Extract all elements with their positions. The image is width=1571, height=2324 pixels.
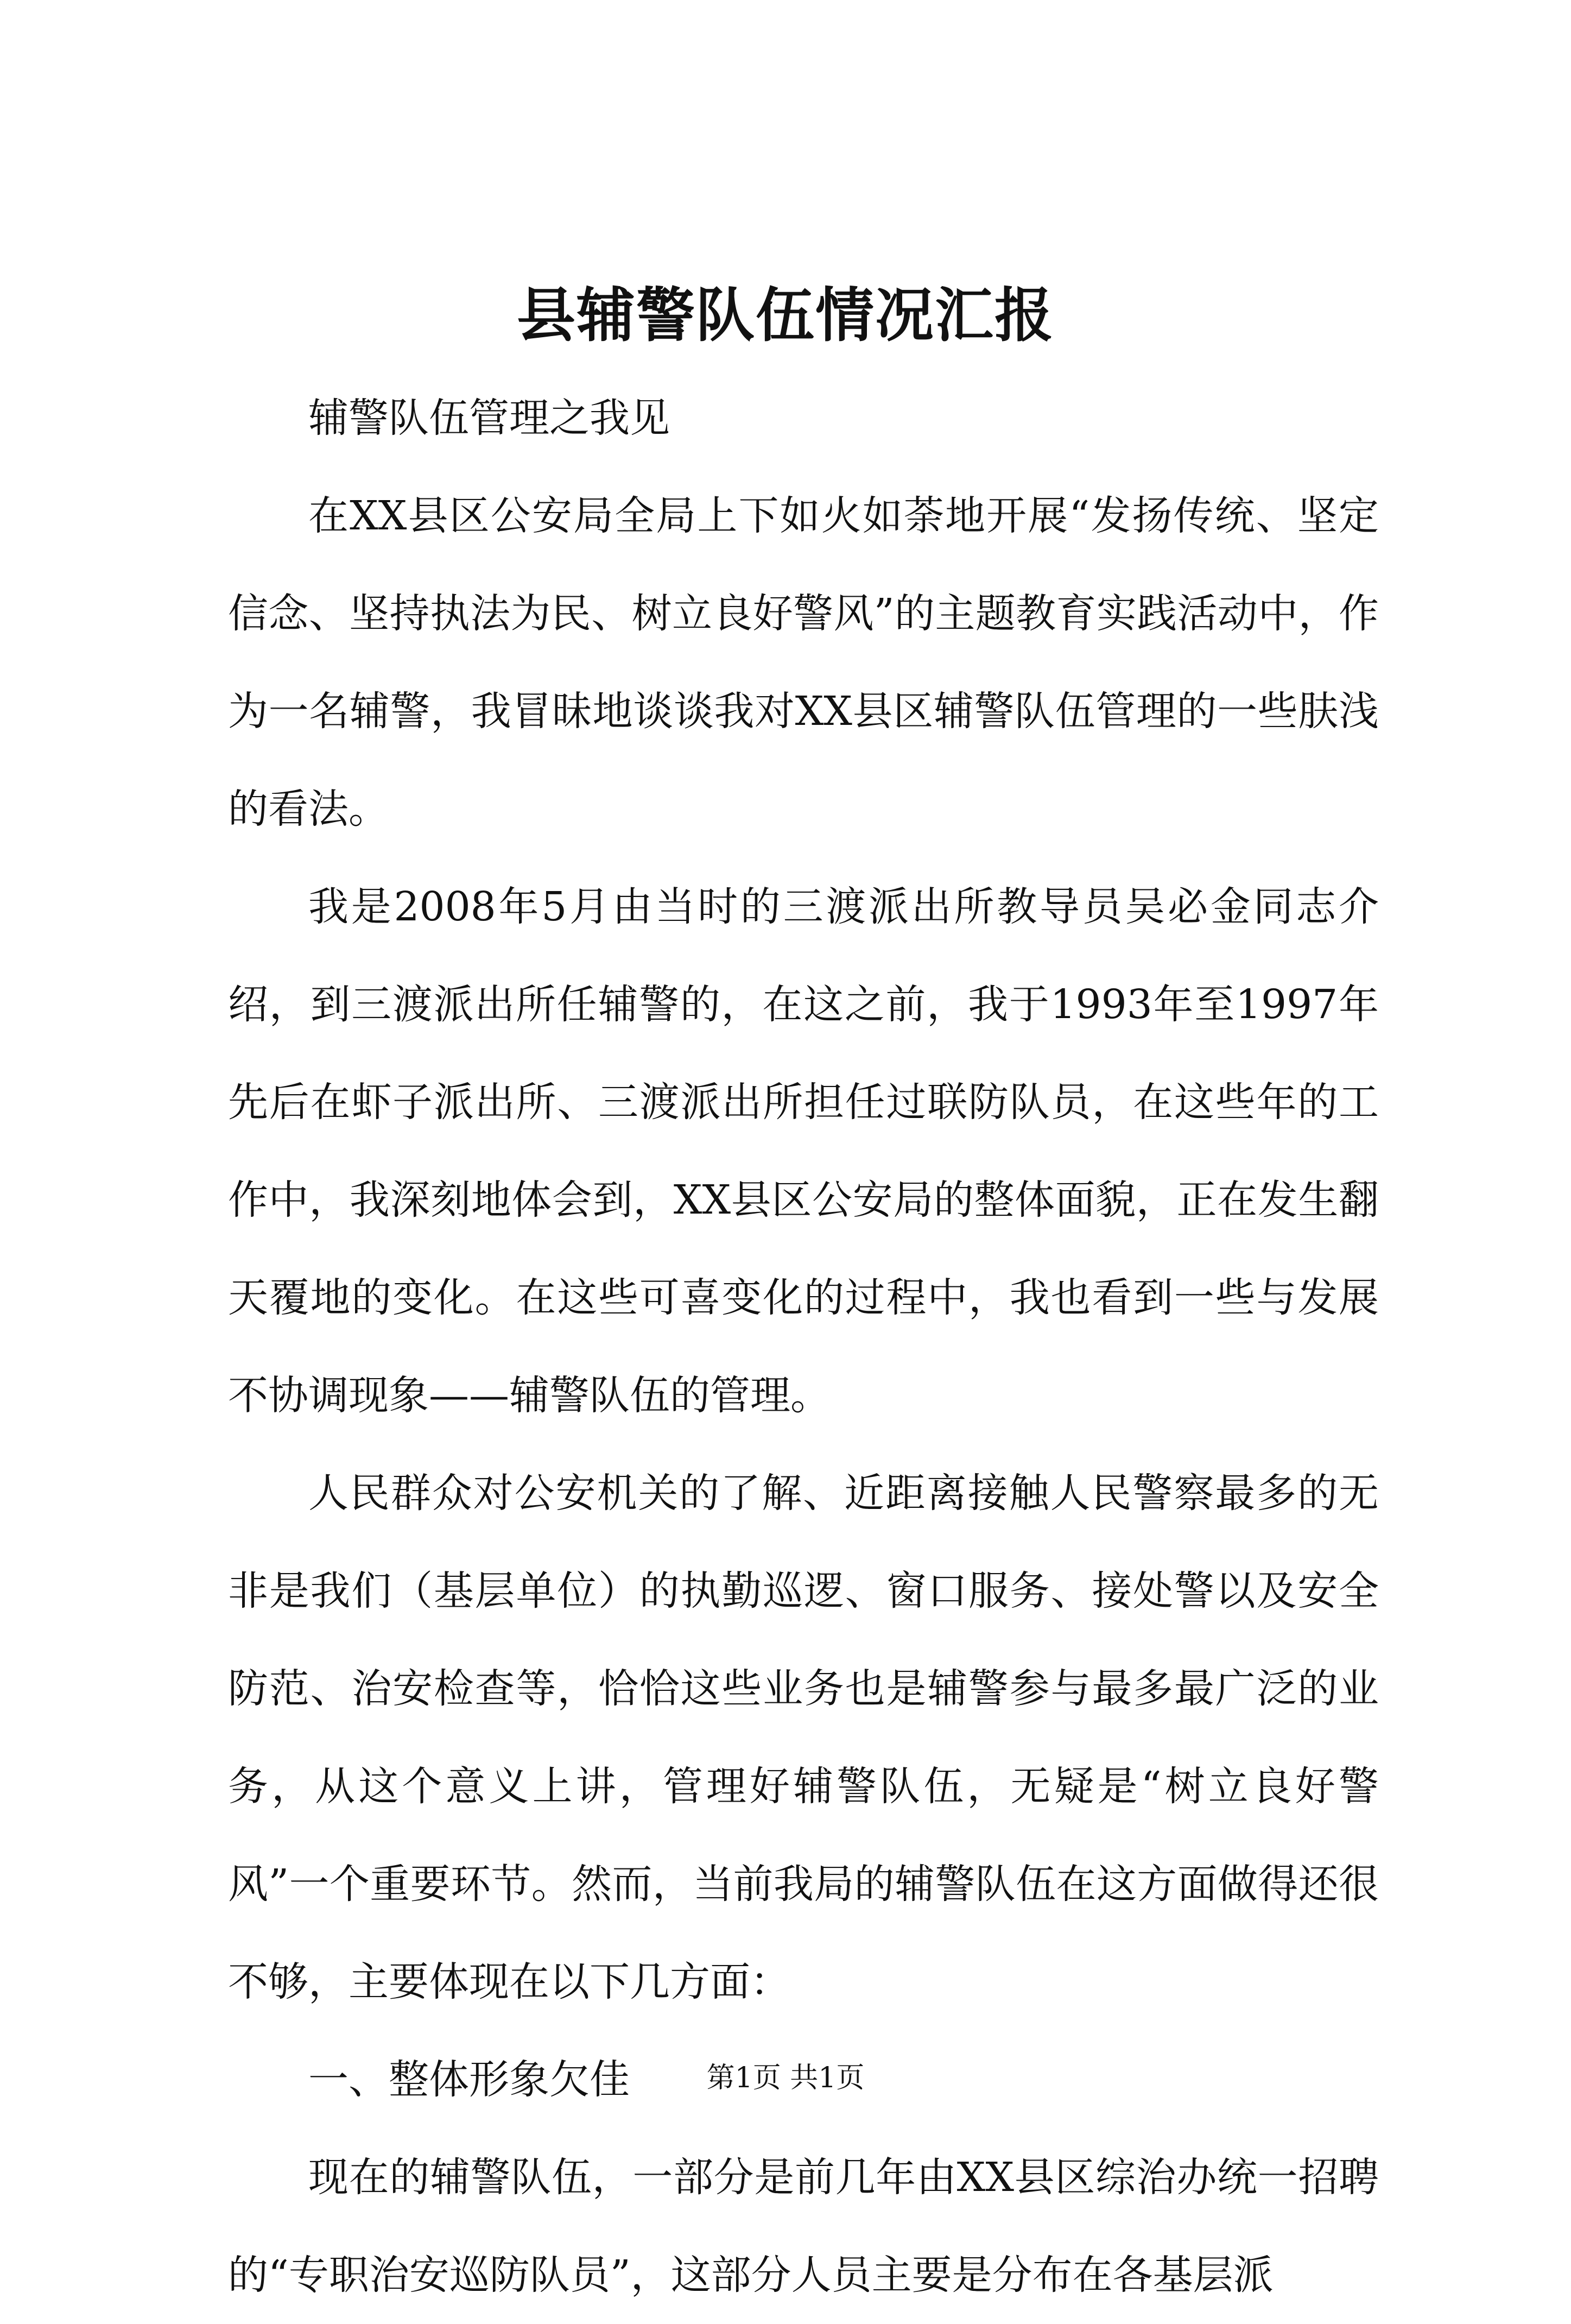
paragraph: 在XX县区公安局全局上下如火如荼地开展“发扬传统、坚定信念、坚持执法为民、树立良好警风”的主题教育实践活动中，作为一名辅警，我冒昧地谈谈我对XX县区辅警队伍管理的一些肤浅的看法。 bbox=[228, 492, 1379, 832]
paragraph: 辅警队伍管理之我见 bbox=[308, 395, 670, 441]
document-body bbox=[228, 369, 1379, 2324]
paragraph: 一、整体形象欠佳 bbox=[308, 2056, 630, 2103]
document-title: 县辅警队伍情况汇报 bbox=[516, 282, 1054, 350]
paragraph: 现在的辅警队伍，一部分是前几年由XX县区综治办统一招聘的“专职治安巡防队员”，这部分人员主要是分布在各基层派 bbox=[228, 2154, 1379, 2298]
paragraph: 我是2008年5月由当时的三渡派出所教导员吴必金同志介绍，到三渡派出所任辅警的，在这之前，我于1993年至1997年先后在虾子派出所、三渡派出所担任过联防队员，在这些年的工作中，我深刻地体会到，XX县区公安局的整体面貌，正在发生翻天覆地的变化。在这些可喜变化的过程中，我也看到一些与发展不协调现象——辅警队伍的管理。 bbox=[228, 883, 1379, 1419]
page-footer: 第1页 共1页 bbox=[706, 2062, 865, 2094]
paragraph: 人民群众对公安机关的了解、近距离接触人民警察最多的无非是我们（基层单位）的执勤巡逻、窗口服务、接处警以及安全防范、治安检查等，恰恰这些业务也是辅警参与最多最广泛的业务，从这个意义上讲，管理好辅警队伍，无疑是“树立良好警风”一个重要环节。然而，当前我局的辅警队伍在这方面做得还很不够，主要体现在以下几方面： bbox=[228, 1470, 1379, 2005]
